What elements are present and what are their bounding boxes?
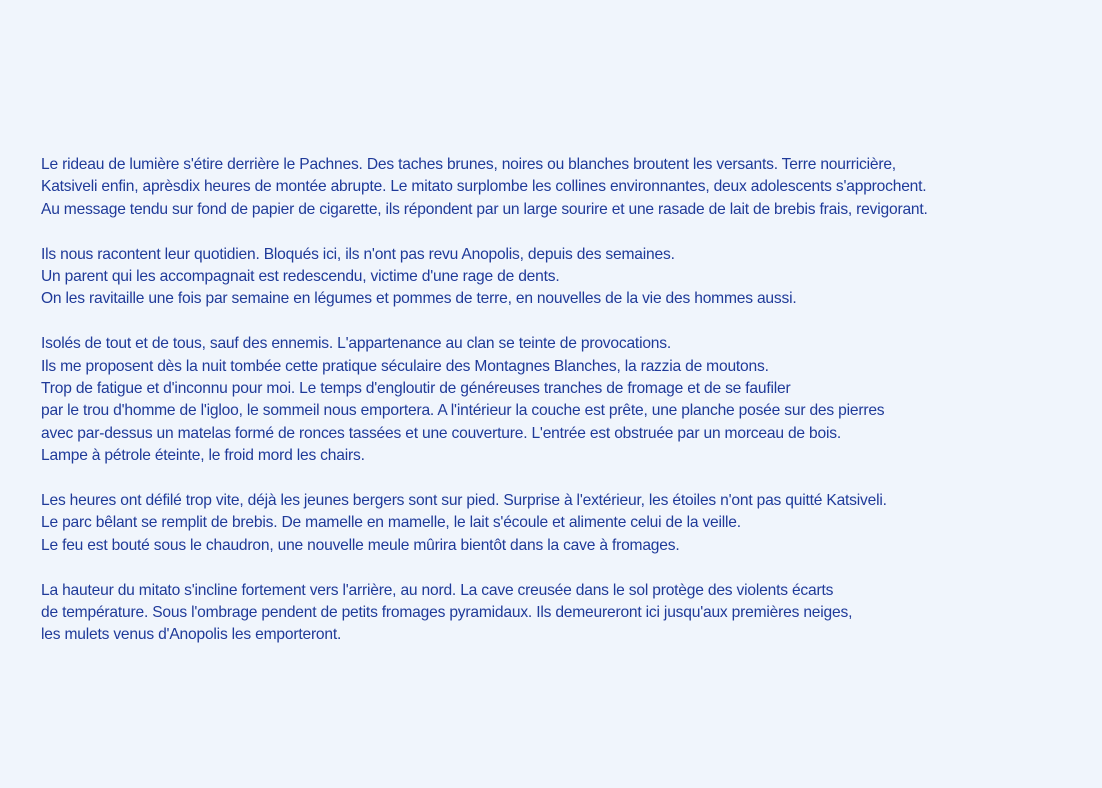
text-line: Au message tendu sur fond de papier de cigarette, ils répondent par un large sourire et une rasade de lait de brebis frais, revigorant.: [41, 200, 928, 218]
text-line: Trop de fatigue et d'inconnu pour moi. Le temps d'engloutir de généreuses tranches de fromage et de se faufiler: [41, 380, 791, 398]
text-line: Le feu est bouté sous le chaudron, une nouvelle meule mûrira bientôt dans la cave à fromages.: [41, 536, 680, 554]
paragraph-3: [41, 333, 1102, 467]
text-line: Lampe à pétrole éteinte, le froid mord les chairs.: [41, 447, 365, 465]
text-block: [41, 154, 1102, 669]
text-line: par le trou d'homme de l'igloo, le sommeil nous emportera. A l'intérieur la couche est prête, une planche posée sur des pierres: [41, 402, 885, 420]
paragraph-4: [41, 490, 1102, 557]
paragraph-1: [41, 154, 1102, 221]
text-line: les mulets venus d'Anopolis les emporteront.: [41, 626, 342, 644]
text-line: Katsiveli enfin, aprèsdix heures de montée abrupte. Le mitato surplombe les collines environnantes, deux adolescents s'approchent.: [41, 178, 927, 196]
text-line: Le parc bêlant se remplit de brebis. De mamelle en mamelle, le lait s'écoule et alimente celui de la veille.: [41, 514, 741, 532]
text-line: Les heures ont défilé trop vite, déjà les jeunes bergers sont sur pied. Surprise à l'extérieur, les étoiles n'ont pas quitté Katsiveli.: [41, 492, 887, 510]
paragraph-5: [41, 580, 1102, 647]
text-line: La hauteur du mitato s'incline fortement vers l'arrière, au nord. La cave creusée dans le sol protège des violents écarts: [41, 581, 834, 599]
text-line: Un parent qui les accompagnait est redescendu, victime d'une rage de dents.: [41, 268, 560, 286]
text-line: Isolés de tout et de tous, sauf des ennemis. L'appartenance au clan se teinte de provocations.: [41, 335, 672, 353]
text-line: Le rideau de lumière s'étire derrière le Pachnes. Des taches brunes, noires ou blanches broutent les versants. Terre nourricière,: [41, 156, 896, 173]
text-line: de température. Sous l'ombrage pendent de petits fromages pyramidaux. Ils demeureront ici jusqu'aux premières neiges,: [41, 604, 853, 622]
text-line: On les ravitaille une fois par semaine en légumes et pommes de terre, en nouvelles de la vie des hommes aussi.: [41, 290, 797, 308]
paragraph-2: [41, 244, 1102, 311]
text-line: Ils me proposent dès la nuit tombée cette pratique séculaire des Montagnes Blanches, la razzia de moutons.: [41, 357, 769, 375]
text-line: avec par-dessus un matelas formé de ronces tassées et une couverture. L'entrée est obstruée par un morceau de bois.: [41, 424, 841, 442]
text-line: Ils nous racontent leur quotidien. Bloqués ici, ils n'ont pas revu Anopolis, depuis des semaines.: [41, 245, 675, 263]
